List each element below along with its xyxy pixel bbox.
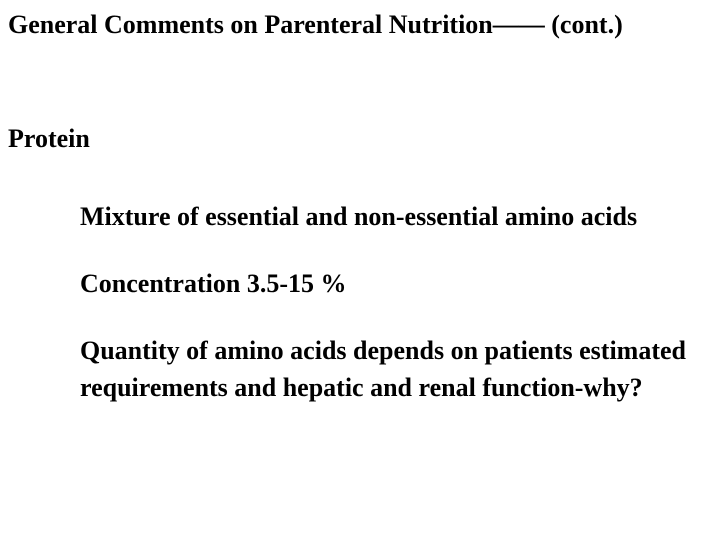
bullet-item-concentration: Concentration 3.5-15 % <box>80 269 347 298</box>
bullet-list <box>80 198 715 406</box>
bullet-item-quantity: Quantity of amino acids depends on patients estimated requirements and hepatic and renal function-why? <box>80 336 686 402</box>
bullet-item-mixture: Mixture of essential and non-essential amino acids <box>80 202 638 231</box>
section-heading: Protein <box>8 124 90 153</box>
slide-title: General Comments on Parenteral Nutrition—— (cont.) <box>8 10 623 39</box>
